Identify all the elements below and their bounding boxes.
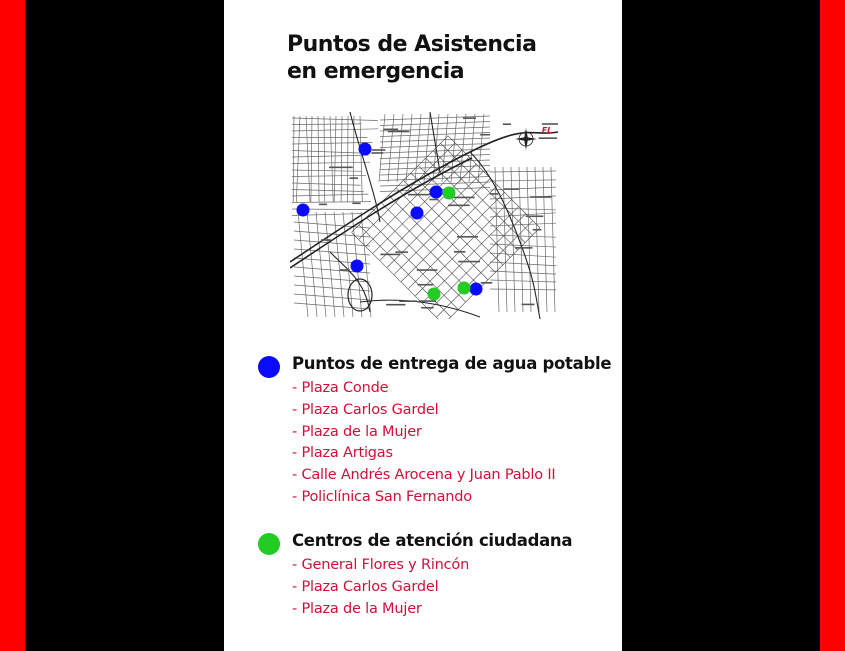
list-item: - Plaza Conde: [292, 380, 389, 396]
infographic-panel: [224, 0, 622, 651]
citizen-center-map-marker: [458, 282, 471, 295]
legend-centers-heading: Centros de atención ciudadana: [292, 531, 573, 550]
list-item: - Calle Andrés Arocena y Juan Pablo II: [292, 467, 556, 484]
water-point-marker-icon: [258, 356, 280, 378]
compass-label: FL: [541, 126, 553, 135]
water-point-map-marker: [297, 204, 310, 217]
left-red-border: [0, 0, 25, 651]
water-point-map-marker: [411, 207, 424, 220]
citizen-centers-list: [292, 555, 469, 620]
list-item: - Plaza de la Mujer: [292, 423, 422, 440]
list-item: - Plaza Carlos Gardel: [292, 401, 439, 418]
title-line-2: en emergencia: [287, 59, 465, 84]
title-line-1: Puntos de Asistencia: [287, 32, 537, 57]
citizen-center-marker-icon: [258, 533, 280, 555]
city-map: [290, 112, 558, 319]
list-item: - Policlínica San Fernando: [292, 488, 472, 505]
water-point-map-marker: [470, 283, 483, 296]
legend-water-heading: Puntos de entrega de agua potable: [292, 354, 612, 373]
citizen-center-map-marker: [443, 187, 456, 200]
list-item: - General Flores y Rincón: [292, 557, 470, 573]
city-map-svg: [290, 112, 558, 319]
list-item: - Plaza de la Mujer: [292, 600, 422, 617]
list-item: - Plaza Artigas: [292, 445, 393, 462]
right-red-border: [820, 0, 845, 651]
citizen-center-map-marker: [428, 288, 441, 301]
list-item: - Plaza Carlos Gardel: [292, 578, 439, 595]
water-points-list: [292, 378, 555, 509]
water-point-map-marker: [430, 186, 443, 199]
water-point-map-marker: [351, 260, 364, 273]
page-title: [287, 31, 536, 85]
water-point-map-marker: [359, 143, 372, 156]
